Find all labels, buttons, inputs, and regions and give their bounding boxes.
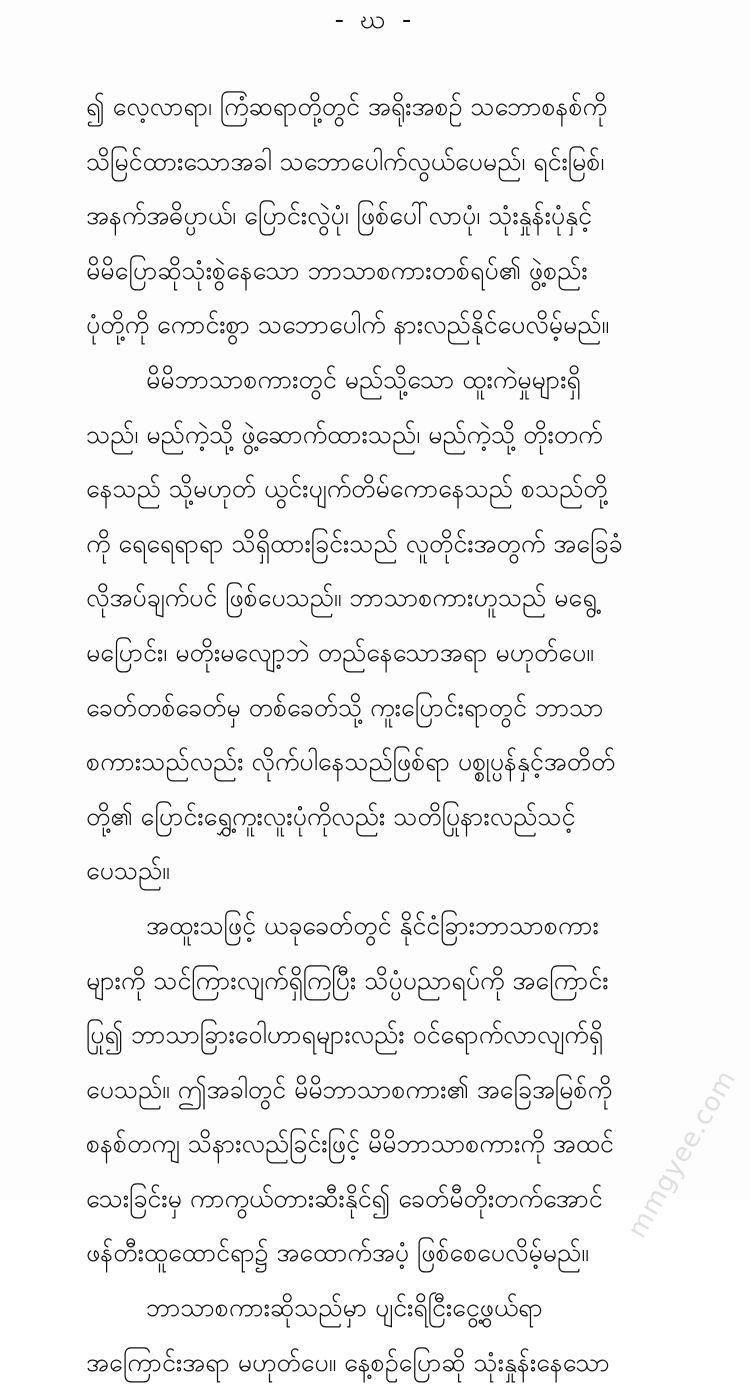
text-line: စကားသည်လည်း လိုက်ပါနေသည်ဖြစ်ရာ ပစ္စုပ္ပန်နှင့်အတိတ် (86, 747, 616, 777)
text-line: အကြောင်းအရာ မဟုတ်ပေ။ နေ့စဉ်ပြောဆို သုံးနှုန်းနေသော (86, 1347, 610, 1377)
body-text (86, 80, 706, 1390)
text-line: ပေသည်။ ဤအခါတွင် မိမိဘာသာစကား၏ အခြေအမြစ်ကို (86, 1074, 612, 1104)
text-line: ပုံတို့ကို ကောင်းစွာ သဘောပေါက် နားလည်နိုင်ပေလိမ့်မည်။ (86, 310, 610, 340)
text-line: ကို ရေရေရာရာ သိရှိထားခြင်းသည် လူတိုင်းအတွက် အခြေခံ (86, 528, 623, 558)
text-line: ခေတ်တစ်ခေတ်မှ တစ်ခေတ်သို့ ကူးပြောင်းရာတွင် ဘာသာ (86, 692, 604, 722)
text-line: လိုအပ်ချက်ပင် ဖြစ်ပေသည်။ ဘာသာစကားဟူသည် မရွေ့ (86, 583, 597, 613)
text-line: ပြု၍ ဘာသာခြားဝေါဟာရများလည်း ဝင်ရောက်လာလျက်ရှိ (86, 1020, 604, 1050)
text-line: မပြောင်း၊ မတိုးမလျော့ဘဲ တည်နေသောအရာ မဟုတ်ပေ။ (86, 637, 594, 667)
watermark: mmgyee.com (621, 1065, 742, 1244)
text-line: တို့၏ ပြောင်းရွှေ့ကူးလူးပုံကိုလည်း သတိပြုနားလည်သင့် (86, 801, 576, 831)
text-line: အနက်အဓိပ္ပာယ်၊ ပြောင်းလွဲပုံ၊ ဖြစ်ပေါ်လာပုံ၊ သုံးနှုန်းပုံနှင့် (86, 201, 592, 231)
text-line: သည်၊ မည်ကဲ့သို့ ဖွဲ့ဆောက်ထားသည်၊ မည်ကဲ့သို့ တိုးတက် (86, 419, 603, 449)
text-line: အထူးသဖြင့် ယခုခေတ်တွင် နိုင်ငံခြားဘာသာစကား (146, 910, 599, 940)
text-line: စနစ်တကျ သိနားလည်ခြင်းဖြင့် မိမိဘာသာစကားကို အထင် (86, 1129, 614, 1159)
text-line: မိမိပြောဆိုသုံးစွဲနေသော ဘာသာစကားတစ်ရပ်၏ ဖွဲ့စည်း (86, 255, 588, 285)
text-line: ဖန်တီးထူထောင်ရာ၌ အထောက်အပံ့ ဖြစ်စေပေလိမ့်မည်။ (86, 1238, 589, 1268)
text-line: မိမိဘာသာစကားတွင် မည်သို့သော ထူးကဲမှုများရှိ (146, 364, 581, 394)
text-line: နေသည် သို့မဟုတ် ယွင်းပျက်တိမ်ကောနေသည် စသည်တို့ (86, 474, 608, 504)
text-line: သေးခြင်းမှ ကာကွယ်တားဆီးနိုင်၍ ခေတ်မီတိုးတက်အောင် (86, 1183, 603, 1213)
text-line: ၍ လေ့လာရာ၊ ကြံဆရာတို့တွင် အရိုးအစဉ် သဘောစနစ်ကို (86, 92, 607, 121)
text-line: ပေသည်။ (86, 856, 170, 886)
text-line: ဘာသာစကားဆိုသည်မှာ ပျင်းရိငြီးငွေ့ဖွယ်ရာ (146, 1293, 543, 1323)
page-number: - ဃ - (334, 5, 416, 35)
text-line: သိမြင်ထားသောအခါ သဘောပေါက်လွယ်ပေမည်၊ ရင်းမြစ်၊ (86, 146, 605, 176)
text-line: များကို သင်ကြားလျက်ရှိကြပြီး သိပ္ပံပညာရပ်ကို အကြောင်း (86, 965, 609, 995)
